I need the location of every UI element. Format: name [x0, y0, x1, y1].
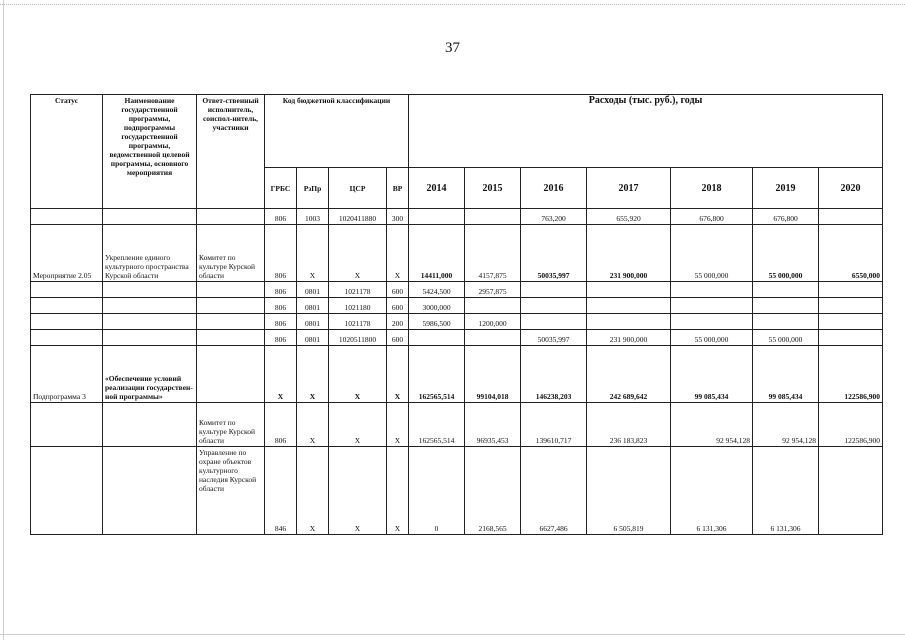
budget-table [30, 94, 883, 535]
cell-status [31, 298, 103, 314]
header-row-top [31, 95, 883, 168]
cell-vr: 300 [387, 209, 409, 225]
cell-2015: 1200,000 [465, 314, 521, 330]
cell-name [103, 282, 197, 298]
header-year-2019: 2019 [753, 168, 819, 209]
table-row [31, 209, 883, 225]
cell-status: Подпрограмма 3 [31, 346, 103, 403]
header-code-rzpr: РзПр [297, 168, 329, 209]
cell-2017: 655,920 [587, 209, 671, 225]
cell-executor [197, 330, 265, 346]
cell-2014: 0 [409, 447, 465, 535]
left-edge-line [3, 0, 4, 640]
cell-grbs: 806 [265, 298, 297, 314]
table-row [31, 314, 883, 330]
table-row [31, 298, 883, 314]
page-number: 37 [445, 40, 460, 56]
header-code-grbs: ГРБС [265, 168, 297, 209]
table-row [31, 447, 883, 535]
cell-status [31, 209, 103, 225]
cell-status [31, 282, 103, 298]
cell-grbs: Х [265, 346, 297, 403]
cell-2019: 55 000,000 [753, 225, 819, 282]
cell-rzpr: Х [297, 447, 329, 535]
cell-grbs: 806 [265, 403, 297, 447]
cell-2016: 139610,717 [521, 403, 587, 447]
top-edge-line [0, 0, 905, 5]
cell-name [103, 447, 197, 535]
cell-2020 [819, 330, 883, 346]
cell-2017: 231 900,000 [587, 225, 671, 282]
cell-2018 [671, 298, 753, 314]
cell-2016: 50035,997 [521, 225, 587, 282]
header-code-csr: ЦСР [329, 168, 387, 209]
cell-csr: Х [329, 403, 387, 447]
cell-2018: 6 131,306 [671, 447, 753, 535]
cell-rzpr: Х [297, 225, 329, 282]
cell-vr: 200 [387, 314, 409, 330]
cell-2015 [465, 330, 521, 346]
cell-rzpr: 0801 [297, 314, 329, 330]
cell-executor: Комитет по культуре Курской области [197, 403, 265, 447]
cell-status: Мероприятие 2.05 [31, 225, 103, 282]
table-row [31, 330, 883, 346]
cell-2019: 92 954,128 [753, 403, 819, 447]
cell-2017 [587, 282, 671, 298]
cell-status [31, 403, 103, 447]
cell-vr: 600 [387, 282, 409, 298]
cell-2020: 122586,900 [819, 346, 883, 403]
cell-2014: 162565,514 [409, 346, 465, 403]
cell-2019: 676,800 [753, 209, 819, 225]
cell-rzpr: 0801 [297, 330, 329, 346]
cell-2015 [465, 209, 521, 225]
header-year-2018: 2018 [671, 168, 753, 209]
cell-2020 [819, 298, 883, 314]
cell-executor [197, 209, 265, 225]
cell-vr: Х [387, 447, 409, 535]
header-status: Статус [31, 95, 103, 209]
cell-2015: 4157,875 [465, 225, 521, 282]
cell-executor [197, 282, 265, 298]
cell-rzpr: 0801 [297, 282, 329, 298]
cell-status [31, 330, 103, 346]
cell-csr: Х [329, 225, 387, 282]
cell-2019: 55 000,000 [753, 330, 819, 346]
cell-2017 [587, 298, 671, 314]
cell-2016 [521, 282, 587, 298]
cell-2018: 99 085,434 [671, 346, 753, 403]
cell-2020 [819, 209, 883, 225]
cell-executor: Управление по охране объектов культурного наследия Курской области [197, 447, 265, 535]
cell-name [103, 209, 197, 225]
cell-rzpr: Х [297, 403, 329, 447]
cell-grbs: 846 [265, 447, 297, 535]
header-code-vr: ВР [387, 168, 409, 209]
cell-grbs: 806 [265, 209, 297, 225]
cell-rzpr: 0801 [297, 298, 329, 314]
cell-vr: 600 [387, 298, 409, 314]
cell-2014: 5424,500 [409, 282, 465, 298]
cell-grbs: 806 [265, 330, 297, 346]
cell-csr: 1020511800 [329, 330, 387, 346]
cell-2016: 763,200 [521, 209, 587, 225]
cell-2020 [819, 314, 883, 330]
cell-status [31, 447, 103, 535]
cell-2019 [753, 314, 819, 330]
cell-rzpr: 1003 [297, 209, 329, 225]
header-year-2016: 2016 [521, 168, 587, 209]
table-row [31, 225, 883, 282]
cell-2015 [465, 298, 521, 314]
cell-2015: 2168,565 [465, 447, 521, 535]
cell-2017: 231 900,000 [587, 330, 671, 346]
header-budget-code: Код бюджетной классификации [265, 95, 409, 168]
cell-name [103, 403, 197, 447]
table-row [31, 403, 883, 447]
header-expenses: Расходы (тыс. руб.), годы [409, 95, 883, 168]
cell-2020: 6550,000 [819, 225, 883, 282]
cell-2016: 6627,486 [521, 447, 587, 535]
cell-name [103, 330, 197, 346]
cell-vr: Х [387, 225, 409, 282]
cell-csr: 1021180 [329, 298, 387, 314]
cell-2014: 162565,514 [409, 403, 465, 447]
cell-2015: 2957,875 [465, 282, 521, 298]
cell-2018: 676,800 [671, 209, 753, 225]
header-year-2014: 2014 [409, 168, 465, 209]
header-year-2015: 2015 [465, 168, 521, 209]
cell-csr: 1020411880 [329, 209, 387, 225]
cell-vr: Х [387, 403, 409, 447]
cell-executor [197, 298, 265, 314]
cell-2018: 92 954,128 [671, 403, 753, 447]
cell-2019: 99 085,434 [753, 346, 819, 403]
cell-grbs: 806 [265, 282, 297, 298]
cell-grbs: 806 [265, 314, 297, 330]
cell-2016 [521, 314, 587, 330]
header-year-2017: 2017 [587, 168, 671, 209]
header-executor: Ответ-ственный исполнитель, соиспол-нитель, участники [197, 95, 265, 209]
table-row [31, 282, 883, 298]
cell-name: Укрепление единого культурного пространства Курской области [103, 225, 197, 282]
cell-2016: 50035,997 [521, 330, 587, 346]
cell-csr: 1021178 [329, 282, 387, 298]
cell-2014 [409, 330, 465, 346]
cell-2016 [521, 298, 587, 314]
cell-2019: 6 131,306 [753, 447, 819, 535]
cell-name [103, 314, 197, 330]
cell-2020 [819, 447, 883, 535]
cell-2020 [819, 282, 883, 298]
header-year-2020: 2020 [819, 168, 883, 209]
header-name: Наименование государственной программы, подпрограммы государственной программы, ведомственной целевой программы, основного мероприятия [103, 95, 197, 209]
cell-2020: 122586,900 [819, 403, 883, 447]
cell-executor [197, 314, 265, 330]
cell-2019 [753, 282, 819, 298]
cell-2016: 146238,203 [521, 346, 587, 403]
cell-2015: 99104,018 [465, 346, 521, 403]
cell-2018 [671, 282, 753, 298]
cell-status [31, 314, 103, 330]
cell-csr: Х [329, 447, 387, 535]
cell-grbs: 806 [265, 225, 297, 282]
cell-2014: 5986,500 [409, 314, 465, 330]
cell-vr: Х [387, 346, 409, 403]
cell-2017: 236 183,823 [587, 403, 671, 447]
cell-executor [197, 346, 265, 403]
cell-2014 [409, 209, 465, 225]
table-row [31, 346, 883, 403]
cell-2019 [753, 298, 819, 314]
cell-executor: Комитет по культуре Курской области [197, 225, 265, 282]
cell-2017 [587, 314, 671, 330]
cell-name [103, 298, 197, 314]
cell-vr: 600 [387, 330, 409, 346]
cell-rzpr: Х [297, 346, 329, 403]
cell-2017: 6 505,819 [587, 447, 671, 535]
cell-2015: 96935,453 [465, 403, 521, 447]
cell-csr: Х [329, 346, 387, 403]
cell-2018 [671, 314, 753, 330]
cell-2018: 55 000,000 [671, 225, 753, 282]
cell-2014: 3000,000 [409, 298, 465, 314]
cell-2014: 14411,000 [409, 225, 465, 282]
bottom-edge-line [0, 634, 905, 635]
cell-2017: 242 689,642 [587, 346, 671, 403]
cell-name: «Обеспечение условий реализации государствен-ной программы» [103, 346, 197, 403]
cell-csr: 1021178 [329, 314, 387, 330]
cell-2018: 55 000,000 [671, 330, 753, 346]
